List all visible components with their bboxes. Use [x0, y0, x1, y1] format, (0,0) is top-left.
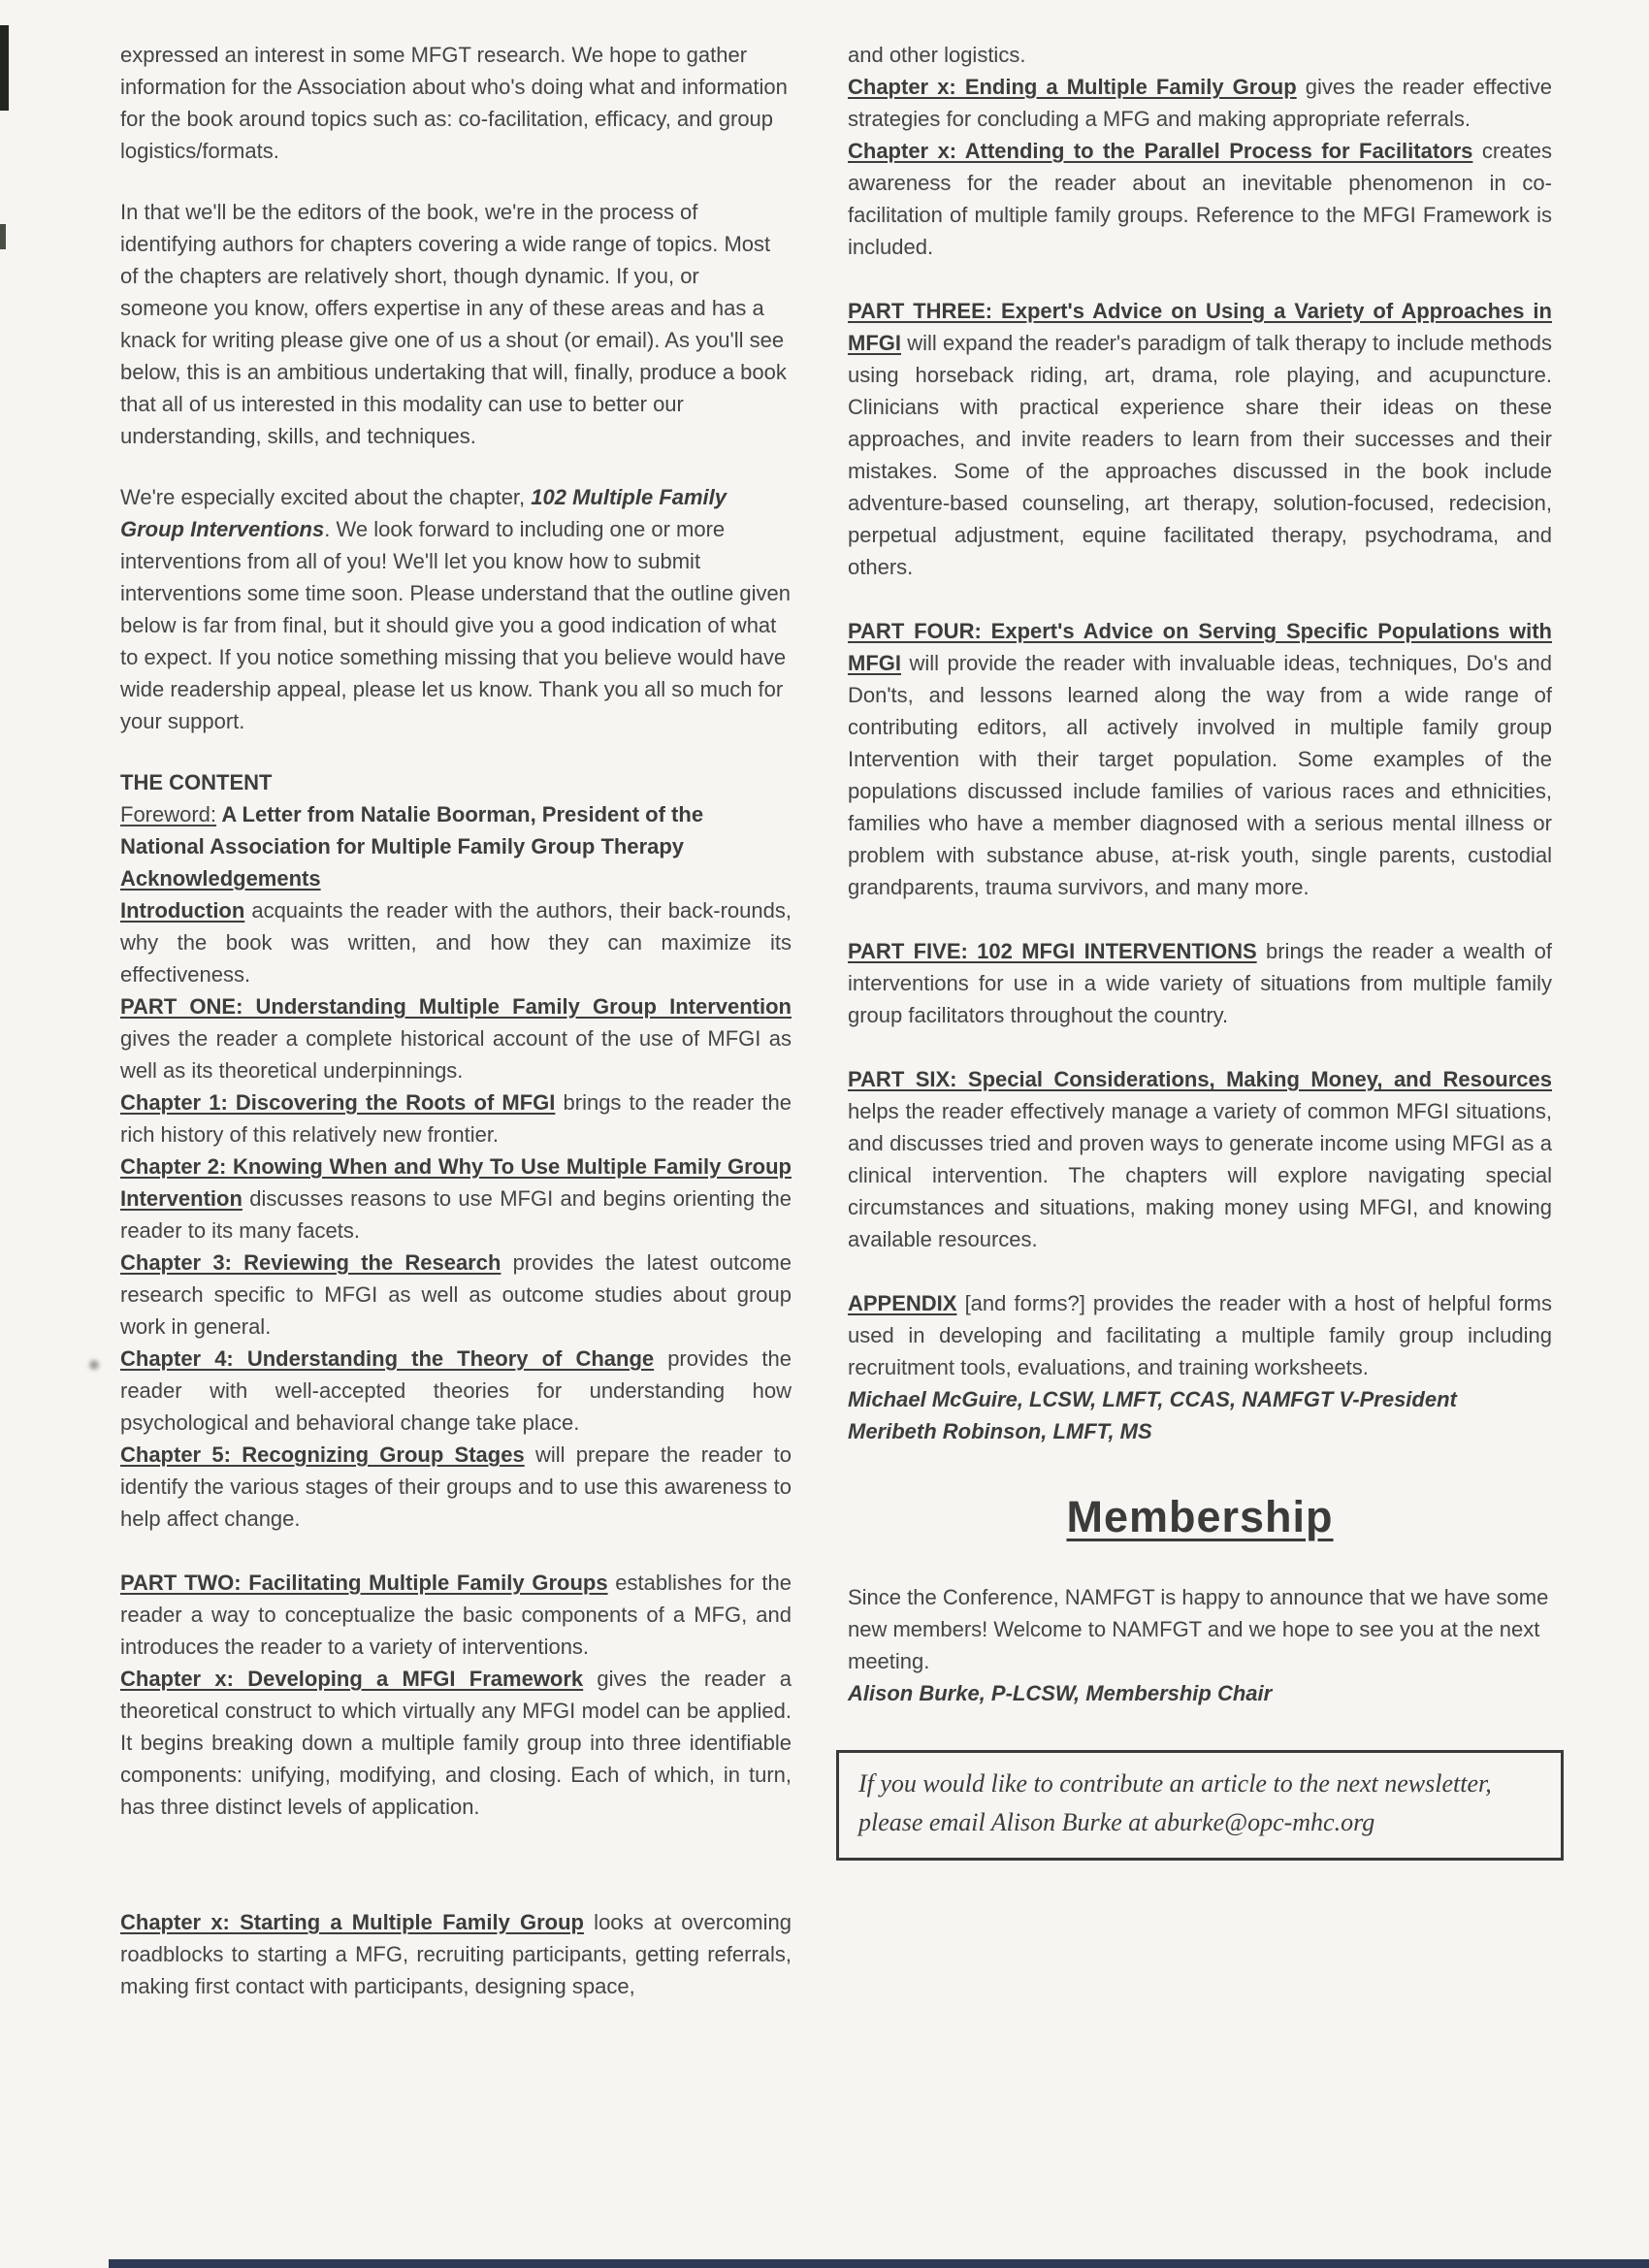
- item-body: will provide the reader with invaluable ideas, techniques, Do's and Don'ts, and lessons learned along the way from a wide range of contributing editors, all actively involved in multiple family group Intervention with their target population. Some examples of the populations discussed include families of various races and ethnicities, families who have a member diagnosed with a serious mental illness or problem with substance abuse, at-risk youth, single parents, custodial grandparents, trauma survivors, and many more.: [848, 651, 1552, 899]
- item-heading: Introduction: [120, 898, 245, 923]
- appendix-item: [848, 1287, 1552, 1383]
- part-one-item: [120, 990, 792, 1086]
- part-six-item: [848, 1063, 1552, 1255]
- item-heading: Chapter 1: Discovering the Roots of MFGI: [120, 1090, 556, 1115]
- left-column: [120, 39, 792, 2002]
- item-heading: Chapter x: Attending to the Parallel Process for Facilitators: [848, 139, 1473, 163]
- note-line-2: please email Alison Burke at aburke@opc-mhc.org: [858, 1808, 1375, 1836]
- paragraph-text: . We look forward to including one or more interventions from all of you! We'll let you know how to submit interventions some time soon. Please understand that the outline given below is far from final, but it should give you a good indication of what to expect. If you notice something missing that you believe would have wide readership appeal, please let us know. Thank you all so much for your support.: [120, 517, 791, 733]
- part-three-item: [848, 295, 1552, 583]
- foreword-text: A Letter from Natalie Boorman, President of the National Association for Multiple Family Group Therapy: [120, 802, 704, 859]
- right-column: [848, 39, 1552, 1861]
- chapter-3-item: [120, 1247, 792, 1343]
- foreword-label: Foreword:: [120, 802, 217, 826]
- note-line-1: If you would like to contribute an article to the next newsletter,: [858, 1769, 1492, 1798]
- foreword-item: [120, 798, 792, 862]
- chapter-developing-item: [120, 1663, 792, 1823]
- paragraph-book-editors: In that we'll be the editors of the book, we're in the process of identifying authors for chapters covering a wide range of topics. Most of the chapters are relatively short, though dynamic. If you, or someone you know, offers expertise in any of these areas and has a knack for writing please give one of us a shout (or email). As you'll see below, this is an ambitious undertaking that will, finally, produce a book that all of us interested in this modality can use to better our understanding, skills, and techniques.: [120, 200, 787, 448]
- author-credit-mcguire: Michael McGuire, LCSW, LMFT, CCAS, NAMFGT V-President: [848, 1387, 1457, 1411]
- membership-section: [848, 1492, 1552, 1709]
- paragraph-text: We're especially excited about the chapter,: [120, 485, 532, 509]
- item-heading: Chapter x: Ending a Multiple Family Group: [848, 75, 1297, 99]
- membership-chair-credit: Alison Burke, P-LCSW, Membership Chair: [848, 1681, 1273, 1705]
- paragraph-excited-chapter: [120, 481, 792, 737]
- heading-text: THE CONTENT: [120, 770, 273, 794]
- item-heading: Chapter x: Developing a MFGI Framework: [120, 1667, 584, 1691]
- scan-artifact-bottom-band: [109, 2259, 1649, 2268]
- item-heading: PART ONE: Understanding Multiple Family Group Intervention: [120, 994, 792, 1019]
- scan-artifact-left-edge-small: [0, 224, 6, 249]
- item-body: gives the reader a complete historical account of the use of MFGI as well as its theoretical underpinnings.: [120, 1026, 792, 1083]
- acknowledgements-text: Acknowledgements: [120, 866, 321, 891]
- part-four-item: [848, 615, 1552, 903]
- item-heading: Chapter x: Starting a Multiple Family Group: [120, 1910, 584, 1934]
- scan-artifact-smudge: [89, 1360, 99, 1370]
- item-heading: Chapter 3: Reviewing the Research: [120, 1250, 501, 1275]
- chapter-attending-item: [848, 135, 1552, 263]
- item-body: gives the reader a theoretical construct to which virtually any MFGI model can be applied. It begins breaking down a multiple family group into three identifiable components: unifying, modifying, and closing. Each of which, in turn, has three distinct levels of application.: [120, 1667, 792, 1819]
- chapter-2-item: [120, 1150, 792, 1247]
- item-body: acquaints the reader with the authors, their back-rounds, why the book was written, and how they can maximize its effectiveness.: [120, 898, 792, 987]
- contribution-note-box: [836, 1750, 1564, 1861]
- membership-heading: Membership: [1066, 1492, 1334, 1541]
- scan-artifact-left-edge-top: [0, 25, 9, 111]
- item-heading: PART SIX: Special Considerations, Making Money, and Resources: [848, 1067, 1552, 1091]
- part-five-item: [848, 935, 1552, 1031]
- item-heading: PART FIVE: 102 MFGI INTERVENTIONS: [848, 939, 1257, 963]
- item-body: provides the reader with well-accepted theories for understanding how psychological and behavioral change take place.: [120, 1346, 792, 1435]
- item-heading: Chapter 4: Understanding the Theory of Change: [120, 1346, 655, 1371]
- content-outline: [120, 766, 792, 1535]
- item-heading: Chapter 5: Recognizing Group Stages: [120, 1442, 525, 1467]
- item-body: brings the reader a wealth of interventions for use in a wide variety of situations from multiple family group facilitators throughout the country.: [848, 939, 1553, 1027]
- item-heading: PART FOUR: Expert's Advice on Serving Specific Populations with MFGI: [848, 619, 1552, 675]
- item-body: provides the latest outcome research specific to MFGI as well as outcome studies about group work in general.: [120, 1250, 792, 1339]
- item-body: creates awareness for the reader about an inevitable phenomenon in co-facilitation of multiple family groups. Reference to the MFGI Framework is included.: [848, 139, 1552, 259]
- item-body: will expand the reader's paradigm of talk therapy to include methods using horseback riding, art, drama, role playing, and acupuncture. Clinicians with practical experience share their ideas on these approaches, and invite readers to learn from their successes and their mistakes. Some of the approaches discussed in the book include adventure-based counseling, art therapy, solution-focused, redecision, perpetual adjustment, equine facilitated therapy, psychodrama, and others.: [848, 331, 1552, 579]
- item-heading: Chapter 2: Knowing When and Why To Use Multiple Family Group Intervention: [120, 1154, 792, 1211]
- item-body: gives the reader effective strategies for concluding a MFG and making appropriate referrals.: [848, 75, 1552, 131]
- item-body: looks at overcoming roadblocks to starting a MFG, recruiting participants, getting referrals, making first contact with participants, designing space,: [120, 1910, 792, 1998]
- chapter-1-item: [120, 1086, 792, 1150]
- paragraph-research-interest: expressed an interest in some MFGT research. We hope to gather information for the Association about who's doing what and information for the book around topics such as: co-facilitation, efficacy, and group logistics/formats.: [120, 43, 788, 163]
- item-heading: PART TWO: Facilitating Multiple Family Groups: [120, 1571, 608, 1595]
- item-body: brings to the reader the rich history of this relatively new frontier.: [120, 1090, 792, 1147]
- item-body: establishes for the reader a way to conceptualize the basic components of a MFG, and introduces the reader to a variety of interventions.: [120, 1571, 792, 1659]
- content-heading: [120, 766, 792, 798]
- membership-paragraph: Since the Conference, NAMFGT is happy to announce that we have some new members! Welcome to NAMFGT and we hope to see you at the next meeting.: [848, 1585, 1549, 1673]
- item-body: will prepare the reader to identify the various stages of their groups and to use this awareness to help affect change.: [120, 1442, 792, 1531]
- item-body: helps the reader effectively manage a variety of common MFGI situations, and discusses tried and proven ways to generate income using MFGI as a clinical intervention. The chapters will explore navigating special circumstances and situations, making money using MFGI, and knowing available resources.: [848, 1099, 1552, 1251]
- author-credit-robinson: Meribeth Robinson, LMFT, MS: [848, 1419, 1152, 1443]
- continuation-text: and other logistics.: [848, 43, 1026, 67]
- item-body: discusses reasons to use MFGI and begins orienting the reader to its many facets.: [120, 1186, 792, 1243]
- chapter-5-item: [120, 1439, 792, 1535]
- book-chapter-title: 102 Multiple Family Group Interventions: [120, 485, 727, 541]
- part-two-item: [120, 1567, 792, 1663]
- acknowledgements-item: [120, 862, 792, 894]
- item-heading: APPENDIX: [848, 1291, 957, 1315]
- introduction-item: [120, 894, 792, 990]
- item-body: [and forms?] provides the reader with a host of helpful forms used in developing and facilitating a multiple family group including recruitment tools, evaluations, and training worksheets.: [848, 1291, 1552, 1379]
- chapter-starting-item: [120, 1906, 792, 2002]
- chapter-4-item: [120, 1343, 792, 1439]
- item-heading: PART THREE: Expert's Advice on Using a Variety of Approaches in MFGI: [848, 299, 1552, 355]
- chapter-ending-item: [848, 71, 1552, 135]
